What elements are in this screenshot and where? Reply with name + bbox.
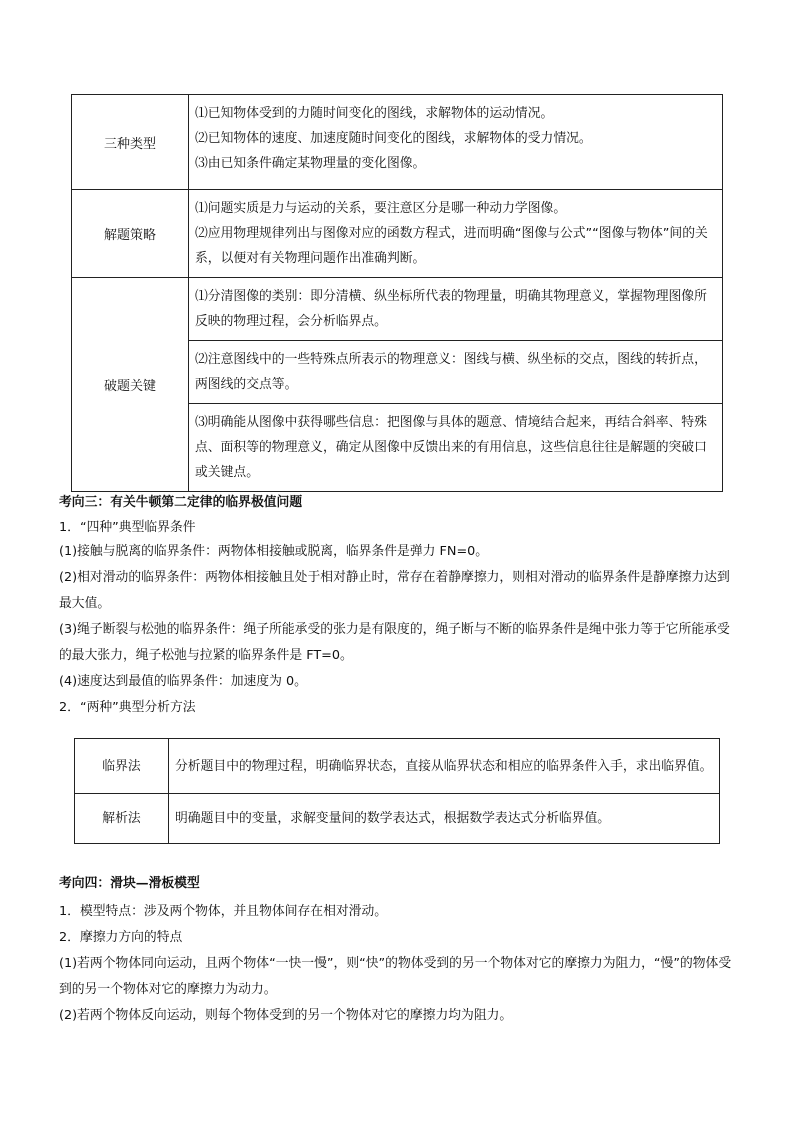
paragraph: (3)绳子断裂与松弛的临界条件：绳子所能承受的张力是有限度的，绳子断与不断的临界条件是绳中张力等于它所能承受的最大张力，绳子松弛与拉紧的临界条件是 FT=0。 bbox=[59, 622, 730, 663]
paragraph: (1)若两个物体同向运动，且两个物体“一快一慢”，则“快”的物体受到的另一个物体对它的摩擦力为阻力，“慢”的物体受到的另一个物体对它的摩擦力为动力。 bbox=[59, 956, 732, 997]
method-label: 临界法 bbox=[75, 739, 169, 794]
method-description: 明确题目中的变量，求解变量间的数学表达式，根据数学表达式分析临界值。 bbox=[169, 794, 720, 844]
table-row bbox=[75, 794, 720, 844]
row-content: ⑴分清图像的类别：即分清横、纵坐标所代表的物理量，明确其物理意义，掌握物理图像所反映的物理过程，会分析临界点。 bbox=[189, 278, 723, 341]
row-content bbox=[189, 190, 723, 278]
table-row bbox=[72, 190, 723, 278]
paragraph: (2)若两个物体反向运动，则每个物体受到的另一个物体对它的摩擦力均为阻力。 bbox=[59, 1008, 513, 1023]
table-row bbox=[75, 739, 720, 794]
subsection-title: 1．“四种”典型临界条件 bbox=[59, 520, 196, 535]
list-item: ⑴已知物体受到的力随时间变化的图线，求解物体的运动情况。 bbox=[195, 106, 554, 121]
list-item: ⑴问题实质是力与运动的关系，要注意区分是哪一种动力学图像。 bbox=[195, 201, 567, 216]
row-label: 破题关键 bbox=[72, 278, 189, 492]
list-item: ⑶由已知条件确定某物理量的变化图像。 bbox=[195, 156, 426, 171]
section-heading: 考向四：滑块—滑板模型 bbox=[59, 876, 200, 891]
paragraph: 1．模型特点：涉及两个物体，并且物体间存在相对滑动。 bbox=[59, 904, 388, 919]
row-content bbox=[189, 95, 723, 190]
paragraph: (2)相对滑动的临界条件：两物体相接触且处于相对静止时，常存在着静摩擦力，则相对滑动的临界条件是静摩擦力达到最大值。 bbox=[59, 570, 730, 611]
row-label: 三种类型 bbox=[72, 95, 189, 190]
list-item: ⑵已知物体的速度、加速度随时间变化的图线，求解物体的受力情况。 bbox=[195, 131, 592, 146]
subsection-title: 2．“两种”典型分析方法 bbox=[59, 700, 196, 715]
section-four bbox=[59, 872, 739, 1029]
section-three bbox=[59, 491, 739, 721]
list-item: ⑵应用物理规律列出与图像对应的函数方程式，进而明确“图像与公式”“图像与物体”间的关系，以便对有关物理问题作出准确判断。 bbox=[195, 226, 708, 266]
section-heading: 考向三：有关牛顿第二定律的临界极值问题 bbox=[59, 495, 303, 510]
method-label: 解析法 bbox=[75, 794, 169, 844]
method-description: 分析题目中的物理过程，明确临界状态，直接从临界状态和相应的临界条件入手，求出临界值。 bbox=[169, 739, 720, 794]
analysis-method-table bbox=[74, 738, 720, 844]
paragraph: (1)接触与脱离的临界条件：两物体相接触或脱离，临界条件是弹力 FN=0。 bbox=[59, 544, 489, 559]
paragraph: (4)速度达到最值的临界条件：加速度为 0。 bbox=[59, 674, 307, 689]
row-content: ⑶明确能从图像中获得哪些信息：把图像与具体的题意、情境结合起来，再结合斜率、特殊点、面积等的物理意义，确定从图像中反馈出来的有用信息，这些信息往往是解题的突破口或关键点。 bbox=[189, 404, 723, 492]
row-label: 解题策略 bbox=[72, 190, 189, 278]
table-row bbox=[72, 95, 723, 190]
image-problem-table bbox=[71, 94, 723, 492]
row-content: ⑵注意图线中的一些特殊点所表示的物理意义：图线与横、纵坐标的交点，图线的转折点，两图线的交点等。 bbox=[189, 341, 723, 404]
table-row bbox=[72, 278, 723, 341]
subsection-title: 2．摩擦力方向的特点 bbox=[59, 930, 183, 945]
